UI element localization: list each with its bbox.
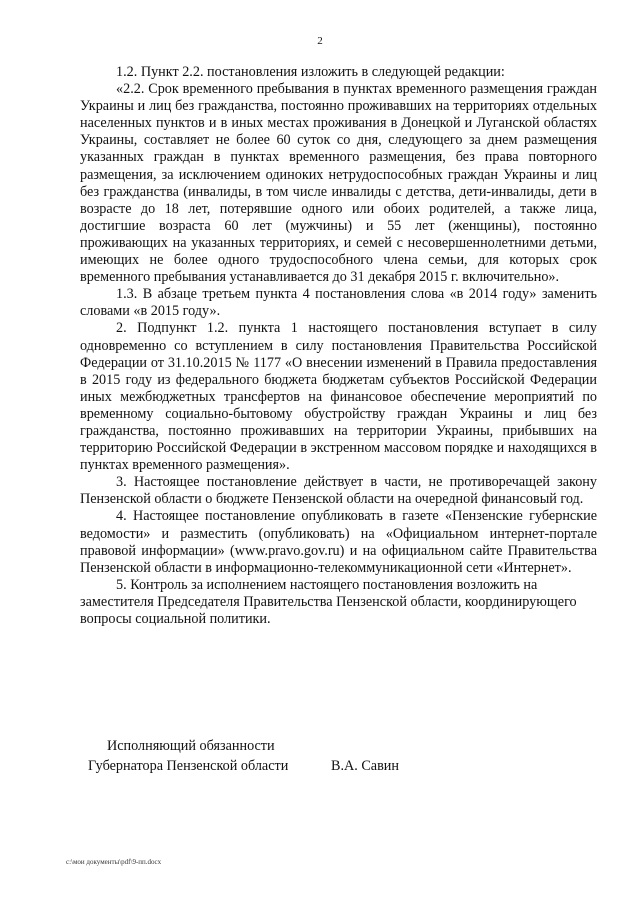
signature-title-line2: Губернатора Пензенской области	[88, 758, 289, 774]
paragraph-4: 4. Настоящее постановление опубликовать в газете «Пензенские губернские ведомости» и разместить (опубликовать) на «Официальном интернет-портале правовой информации» (www.pravo.gov.ru) и на официальном сайте Правительства Пензенской области в информационно-телекоммуникационной сети «Интернет».	[80, 508, 597, 576]
signature-title-line1: Исполняющий обязанности	[107, 738, 275, 754]
paragraph-1-2: 1.2. Пункт 2.2. постановления изложить в следующей редакции:	[116, 64, 505, 80]
paragraph-3: 3. Настоящее постановление действует в части, не противоречащей закону Пензенской области о бюджете Пензенской области на очередной финансовый год.	[80, 474, 597, 508]
signature-name: В.А. Савин	[331, 758, 399, 774]
document-body	[80, 64, 597, 628]
page-number: 2	[317, 35, 323, 47]
paragraph-2: 2. Подпункт 1.2. пункта 1 настоящего постановления вступает в силу одновременно со вступлением в силу постановления Правительства Российской Федерации от 31.10.2015 № 1177 «О внесении изменений в Правила предоставления в 2015 году из федерального бюджета бюджетам субъектов Российской Федерации иных межбюджетных трансфертов на финансовое обеспечение мероприятий по временному социально-бытовому обустройству граждан Украины и лиц без гражданства, постоянно проживавших на территории Украины, прибывших на территорию Российской Федерации в экстренном массовом порядке и находящихся в пунктах временного размещения».	[80, 320, 597, 474]
paragraph-1-3: 1.3. В абзаце третьем пункта 4 постановления слова «в 2014 году» заменить словами «в 2015 году».	[80, 286, 597, 320]
footer-file-path: c:\мои документы\pdf\9-пп.docx	[66, 858, 162, 866]
paragraph-5: 5. Контроль за исполнением настоящего постановления возложить на заместителя Председателя Правительства Пензенской области, координирующего вопросы социальной политики.	[80, 576, 577, 627]
paragraph-2-2-quote: «2.2. Срок временного пребывания в пунктах временного размещения граждан Украины и лиц без гражданства, постоянно проживавших на территориях отдельных населенных пунктов и в иных местах проживания в Донецкой и Луганской областях Украины, составляет не более 60 суток со дня, следующего за днем размещения указанных граждан в пунктах временного размещения, без права повторного размещения, за исключением одиноких нетрудоспособных граждан Украины и лиц без гражданства (инвалиды, в том числе инвалиды с детства, дети-инвалиды, дети в возрасте до 18 лет, потерявшие одного или обоих родителей, а также лица, достигшие возраста 60 лет (мужчины) и 55 лет (женщины), постоянно проживающих на указанных территориях, и семей с несовершеннолетними детьми, имеющих не более одного трудоспособного члена семьи, для которых срок временного пребывания устанавливается до 31 декабря 2015 г. включительно».	[80, 81, 597, 286]
